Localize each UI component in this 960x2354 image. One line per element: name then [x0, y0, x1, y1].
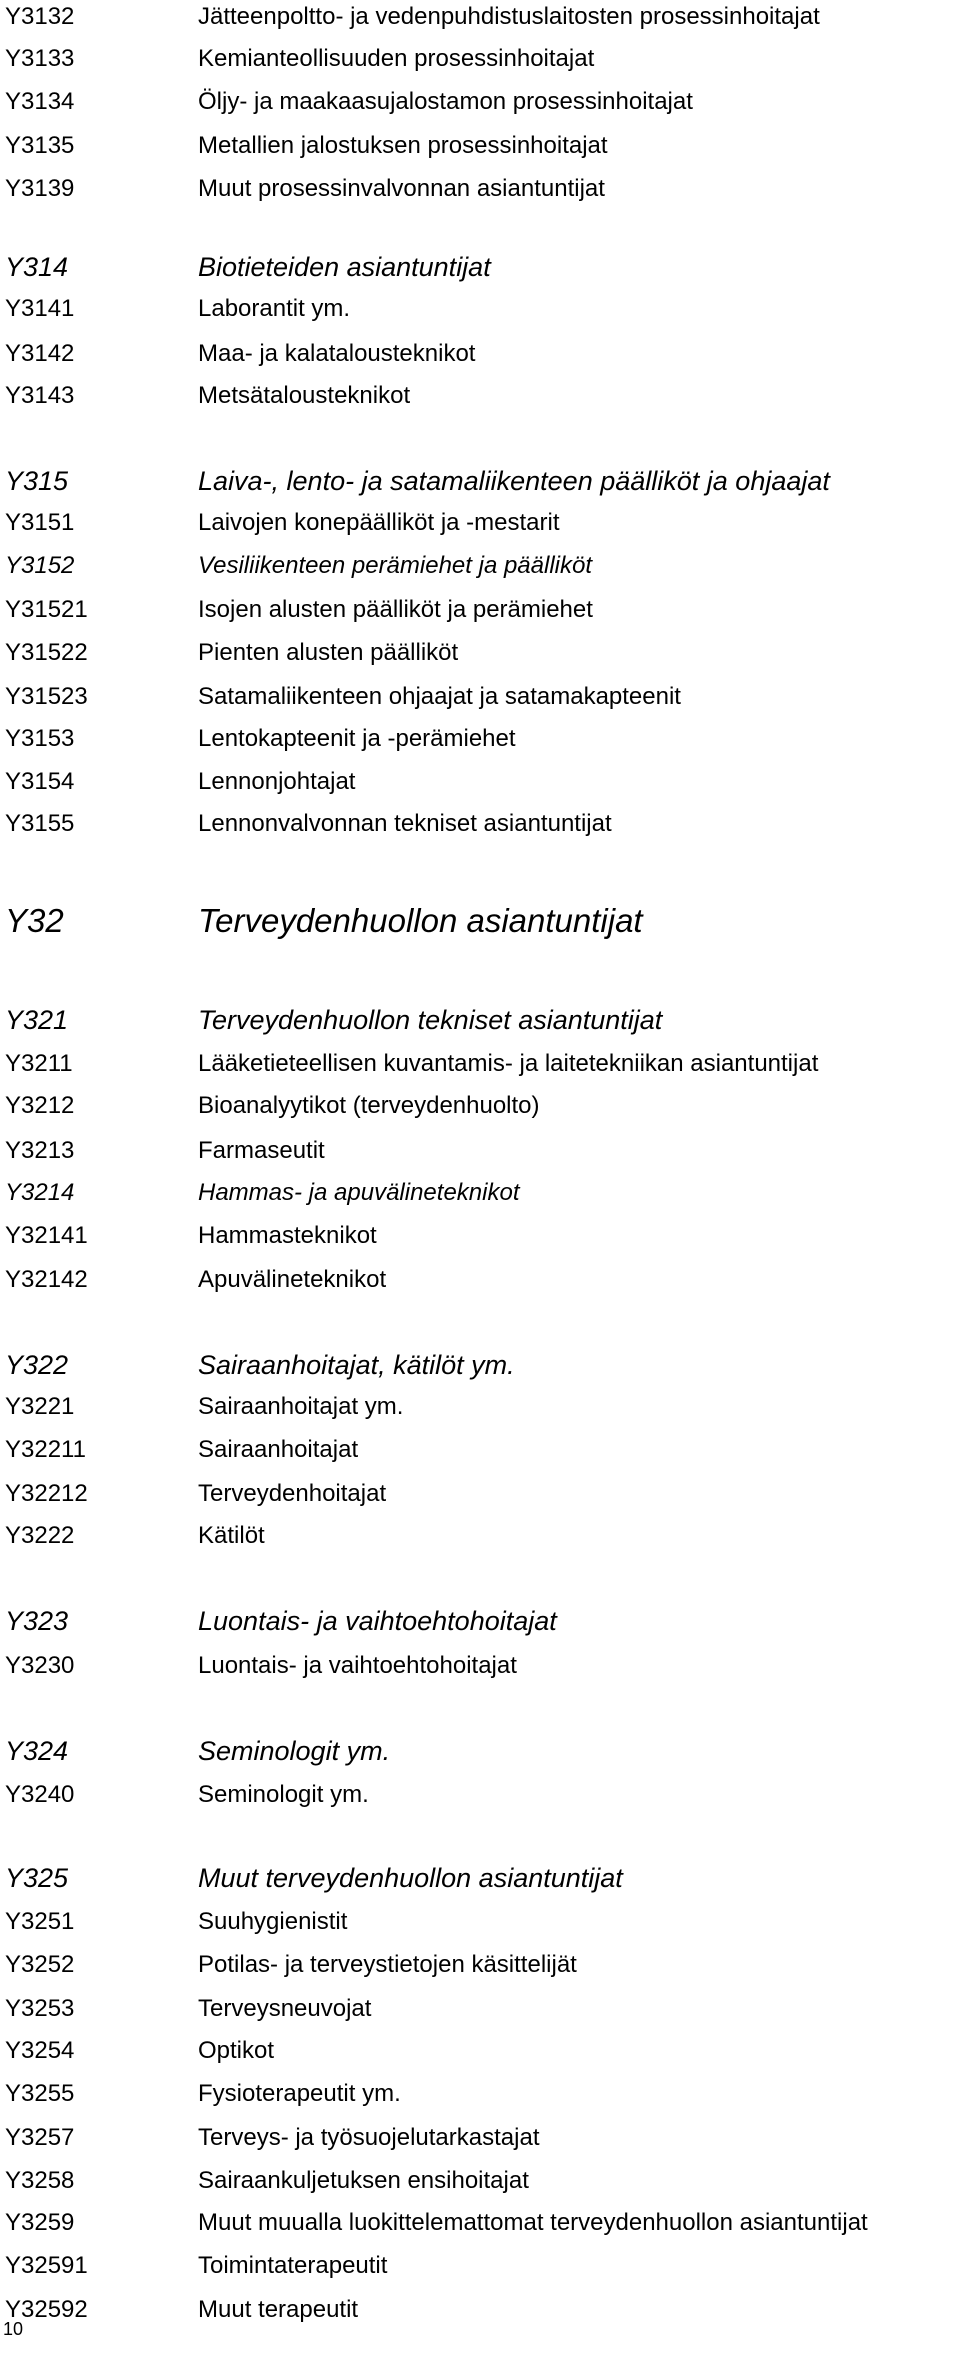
list-item — [0, 1176, 960, 1210]
list-item — [0, 337, 960, 371]
occupation-code: Y32592 — [5, 2296, 88, 2323]
occupation-label: Terveydenhoitajat — [198, 1480, 387, 1507]
occupation-code: Y3134 — [5, 88, 75, 115]
occupation-label: Terveys- ja työsuojelutarkastajat — [198, 2124, 540, 2151]
occupation-code: Y322 — [5, 1350, 69, 1380]
list-item — [0, 0, 960, 34]
occupation-label: Lennonjohtajat — [198, 768, 356, 795]
occupation-code: Y3139 — [5, 175, 75, 202]
list-item — [0, 1477, 960, 1511]
occupation-label: Isojen alusten päälliköt ja perämiehet — [198, 596, 593, 623]
occupation-code: Y32211 — [5, 1436, 86, 1463]
occupation-label: Muut terveydenhuollon asiantuntijat — [198, 1863, 623, 1893]
list-item — [0, 1390, 960, 1424]
list-item — [0, 549, 960, 583]
occupation-code: Y3258 — [5, 2167, 75, 2194]
occupation-code: Y32 — [5, 902, 64, 939]
occupation-label: Seminologit ym. — [198, 1736, 391, 1766]
occupation-code: Y3212 — [5, 1092, 75, 1119]
occupation-label: Laborantit ym. — [198, 295, 351, 322]
occupation-code: Y3143 — [5, 382, 75, 409]
occupation-label: Muut muualla luokittelemattomat terveydenhuollon asiantuntijat — [198, 2209, 868, 2236]
occupation-code: Y31523 — [5, 683, 88, 710]
list-item — [0, 129, 960, 163]
occupation-label: Terveydenhuollon asiantuntijat — [198, 902, 643, 939]
occupation-label: Luontais- ja vaihtoehtohoitajat — [198, 1652, 517, 1679]
occupation-code: Y32591 — [5, 2252, 88, 2279]
occupation-label: Pienten alusten päälliköt — [198, 639, 459, 666]
list-item — [0, 1089, 960, 1123]
list-item — [0, 2164, 960, 2198]
occupation-label: Lääketieteellisen kuvantamis- ja laitetekniikan asiantuntijat — [198, 1050, 819, 1077]
list-item — [0, 1348, 960, 1382]
list-item — [0, 1778, 960, 1812]
occupation-label: Bioanalyytikot (terveydenhuolto) — [198, 1092, 540, 1119]
occupation-label: Biotieteiden asiantuntijat — [198, 252, 491, 282]
occupation-code: Y3132 — [5, 3, 75, 30]
list-item — [0, 1948, 960, 1982]
list-item — [0, 1219, 960, 1253]
occupation-label: Luontais- ja vaihtoehtohoitajat — [198, 1606, 557, 1636]
occupation-code: Y31522 — [5, 639, 88, 666]
occupation-code: Y324 — [5, 1736, 69, 1766]
occupation-label: Fysioterapeutit ym. — [198, 2080, 401, 2107]
list-item — [0, 722, 960, 756]
list-item — [0, 901, 960, 939]
list-item — [0, 765, 960, 799]
occupation-code: Y32142 — [5, 1266, 88, 1293]
list-item — [0, 1649, 960, 1683]
list-item — [0, 250, 960, 284]
occupation-code: Y321 — [5, 1005, 69, 1035]
occupation-label: Kemianteollisuuden prosessinhoitajat — [198, 45, 595, 72]
occupation-label: Laiva-, lento- ja satamaliikenteen päälliköt ja ohjaajat — [198, 466, 830, 496]
list-item — [0, 1047, 960, 1081]
list-item — [0, 807, 960, 841]
list-item — [0, 1861, 960, 1895]
list-item — [0, 464, 960, 498]
list-item — [0, 1263, 960, 1297]
occupation-label: Potilas- ja terveystietojen käsittelijät — [198, 1951, 577, 1978]
occupation-label: Sairaankuljetuksen ensihoitajat — [198, 2167, 529, 2194]
occupation-label: Jätteenpoltto- ja vedenpuhdistuslaitosten prosessinhoitajat — [198, 3, 820, 30]
occupation-code: Y31521 — [5, 596, 88, 623]
occupation-code: Y32212 — [5, 1480, 88, 1507]
occupation-code: Y3152 — [5, 552, 75, 579]
occupation-code: Y3254 — [5, 2037, 75, 2064]
occupation-code: Y3259 — [5, 2209, 75, 2236]
occupation-label: Muut prosessinvalvonnan asiantuntijat — [198, 175, 605, 202]
list-item — [0, 1433, 960, 1467]
occupation-code: Y3154 — [5, 768, 75, 795]
occupation-label: Muut terapeutit — [198, 2296, 359, 2323]
occupation-label: Vesiliikenteen perämiehet ja päälliköt — [198, 552, 593, 579]
list-item — [0, 1992, 960, 2026]
occupation-label: Laivojen konepäälliköt ja -mestarit — [198, 509, 560, 536]
occupation-code: Y315 — [5, 466, 69, 496]
occupation-code: Y3142 — [5, 340, 75, 367]
occupation-label: Seminologit ym. — [198, 1781, 369, 1808]
list-item — [0, 1734, 960, 1768]
occupation-label: Kätilöt — [198, 1522, 265, 1549]
occupation-label: Maa- ja kalatalousteknikot — [198, 340, 476, 367]
occupation-label: Lentokapteenit ja -perämiehet — [198, 725, 516, 752]
occupation-label: Sairaanhoitajat, kätilöt ym. — [198, 1350, 515, 1380]
occupation-label: Toimintaterapeutit — [198, 2252, 388, 2279]
occupation-label: Metallien jalostuksen prosessinhoitajat — [198, 132, 608, 159]
list-item — [0, 2077, 960, 2111]
occupation-label: Hammasteknikot — [198, 1222, 377, 1249]
occupation-code: Y32141 — [5, 1222, 88, 1249]
list-item — [0, 2293, 960, 2327]
list-item — [0, 42, 960, 76]
occupation-label: Optikot — [198, 2037, 275, 2064]
occupation-code: Y325 — [5, 1863, 69, 1893]
occupation-code: Y3135 — [5, 132, 75, 159]
occupation-code: Y3240 — [5, 1781, 75, 1808]
occupation-code: Y3214 — [5, 1179, 75, 1206]
occupation-code: Y3151 — [5, 509, 75, 536]
occupation-label: Farmaseutit — [198, 1137, 325, 1164]
occupation-label: Suuhygienistit — [198, 1908, 348, 1935]
occupation-code: Y3221 — [5, 1393, 75, 1420]
occupation-code: Y3211 — [5, 1050, 73, 1077]
occupation-label: Apuvälineteknikot — [198, 1266, 387, 1293]
occupation-code: Y3155 — [5, 810, 75, 837]
occupation-label: Metsätalousteknikot — [198, 382, 411, 409]
occupation-code: Y3252 — [5, 1951, 75, 1978]
occupation-code: Y3141 — [5, 295, 75, 322]
list-item — [0, 506, 960, 540]
occupation-code: Y323 — [5, 1606, 69, 1636]
list-item — [0, 85, 960, 119]
list-item — [0, 2249, 960, 2283]
page-number: 10 — [3, 2319, 24, 2339]
list-item — [0, 593, 960, 627]
list-item — [0, 1905, 960, 1939]
occupation-code: Y3153 — [5, 725, 75, 752]
occupation-code: Y3133 — [5, 45, 75, 72]
list-item — [0, 379, 960, 413]
list-item — [0, 2034, 960, 2068]
occupation-code: Y3251 — [5, 1908, 75, 1935]
occupation-label: Hammas- ja apuvälineteknikot — [198, 1179, 520, 1206]
list-item — [0, 2206, 960, 2240]
occupation-code: Y3257 — [5, 2124, 75, 2151]
occupation-label: Terveysneuvojat — [198, 1995, 372, 2022]
occupation-code: Y3255 — [5, 2080, 75, 2107]
list-item — [0, 1134, 960, 1168]
occupation-label: Sairaanhoitajat — [198, 1436, 359, 1463]
occupation-code: Y3230 — [5, 1652, 75, 1679]
list-item — [0, 636, 960, 670]
list-item — [0, 1604, 960, 1638]
list-item — [0, 172, 960, 206]
list-item — [0, 292, 960, 326]
occupation-label: Öljy- ja maakaasujalostamon prosessinhoitajat — [198, 88, 693, 115]
occupation-code: Y3213 — [5, 1137, 75, 1164]
list-item — [0, 1519, 960, 1553]
list-item — [0, 1003, 960, 1037]
list-item — [0, 680, 960, 714]
list-item — [0, 2121, 960, 2155]
occupation-code: Y3253 — [5, 1995, 75, 2022]
occupation-code: Y3222 — [5, 1522, 75, 1549]
occupation-code: Y314 — [5, 252, 69, 282]
occupation-label: Satamaliikenteen ohjaajat ja satamakapteenit — [198, 683, 681, 710]
occupation-label: Lennonvalvonnan tekniset asiantuntijat — [198, 810, 612, 837]
occupation-label: Terveydenhuollon tekniset asiantuntijat — [198, 1005, 663, 1035]
occupation-label: Sairaanhoitajat ym. — [198, 1393, 404, 1420]
